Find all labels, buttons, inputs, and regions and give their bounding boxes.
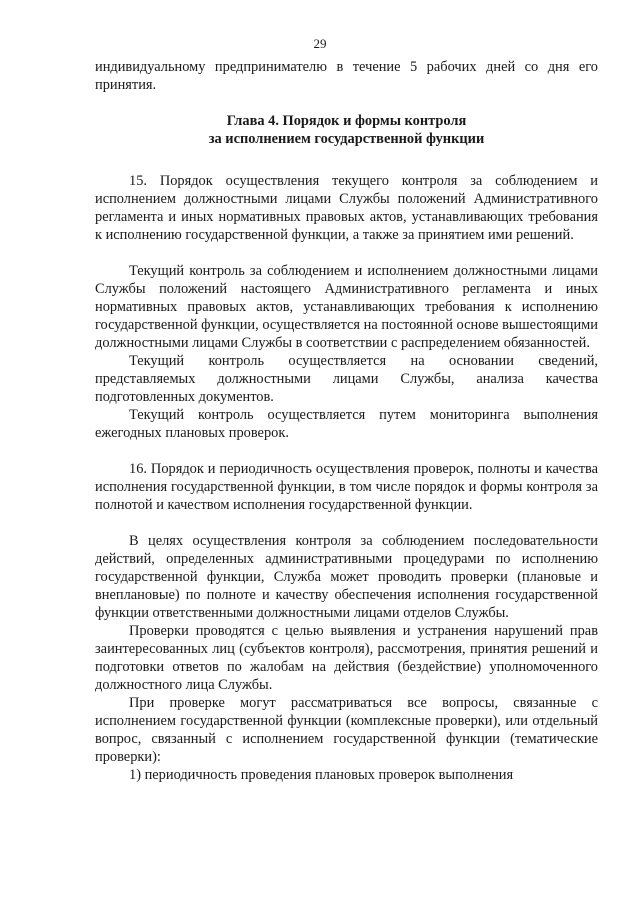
page-number: 29: [313, 36, 327, 51]
document-body: [95, 58, 598, 784]
paragraph-inspection-scope: При проверке могут рассматриваться все вопросы, связанные с исполнением государственной функции (комплексные проверки), или отдельный вопрос, связанный с исполнением государственной функции (тематические проверки):: [95, 695, 598, 765]
paragraph-current-control: Текущий контроль за соблюдением и исполнением должностными лицами Службы положений настоящего Административного регламента и иных нормативных правовых актов, устанавливающих требования к исполнению государственной функции, осуществляется на постоянной основе вышестоящими должностными лицами Службы в соответствии с распределением обязанностей.: [95, 263, 598, 351]
paragraph-16: 16. Порядок и периодичность осуществления проверок, полноты и качества исполнения государственной функции, в том числе порядок и формы контроля за полнотой и качеством исполнения государственной функции.: [95, 461, 598, 513]
paragraph-15: 15. Порядок осуществления текущего контроля за соблюдением и исполнением должностными лицами Службы положений Административного регламента и иных нормативных правовых актов, устанавливающих требования к исполнению государственной функции, а также за принятием ими решений.: [95, 173, 598, 243]
paragraph-inspection-purpose: В целях осуществления контроля за соблюдением последовательности действий, определенных административными процедурами по исполнению государственной функции, Служба может проводить проверки (плановые и внеплановые) по полноте и качеству обеспечения исполнения государственной функции ответственными должностными лицами отделов Службы.: [95, 533, 598, 621]
chapter-heading-line-2: за исполнением государственной функции: [208, 131, 485, 147]
chapter-heading-line-1: Глава 4. Порядок и формы контроля: [226, 113, 467, 129]
paragraph-inspection-goals: Проверки проводятся с целью выявления и устранения нарушений прав заинтересованных лиц (субъектов контроля), рассмотрения, принятия решений и подготовки ответов по жалобам на действия (бездействие) уполномоченного должностного лица Службы.: [95, 623, 598, 693]
paragraph-current-control-monitoring: Текущий контроль осуществляется путем мониторинга выполнения ежегодных плановых проверок.: [95, 407, 598, 441]
paragraph-continuation: индивидуальному предпринимателю в течение 5 рабочих дней со дня его принятия.: [95, 59, 598, 93]
paragraph-list-item-1: 1) периодичность проведения плановых проверок выполнения: [129, 767, 514, 783]
paragraph-current-control-basis: Текущий контроль осуществляется на основании сведений, представляемых должностными лицами Службы, анализа качества подготовленных документов.: [95, 353, 598, 405]
